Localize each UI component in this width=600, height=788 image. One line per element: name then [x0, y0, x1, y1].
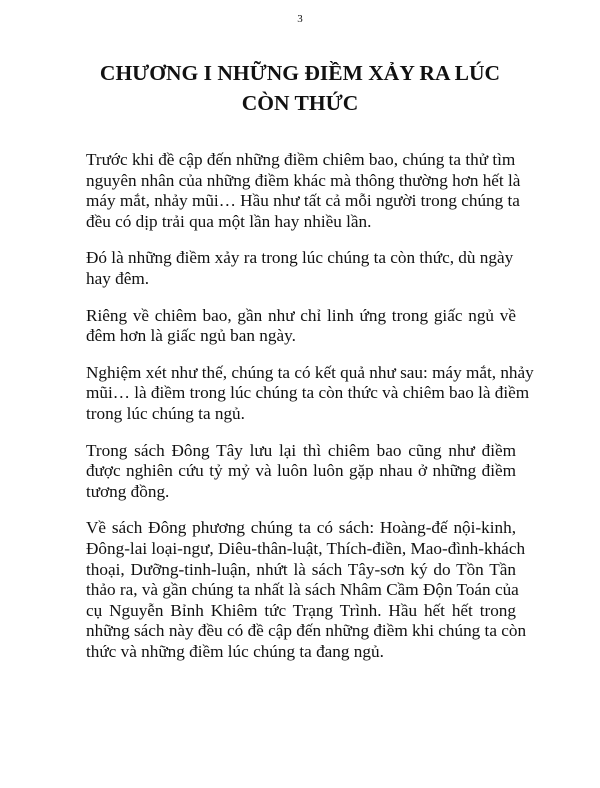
paragraph-line: nguyên nhân của những điềm khác mà thông thường hơn hết là	[86, 170, 521, 190]
paragraph	[86, 362, 534, 425]
paragraph-line: máy mắt, nhảy mũi… Hầu như tất cả mỗi người trong chúng ta	[86, 191, 520, 211]
paragraph	[86, 518, 527, 662]
chapter-title-line: CHƯƠNG I NHỮNG ĐIỀM XẢY RA LÚC	[99, 61, 501, 85]
paragraph	[86, 441, 516, 503]
chapter-title-line: CÒN THỨC	[241, 91, 359, 115]
paragraph-line: Nghiệm xét như thế, chúng ta có kết quả như sau: máy mắt, nhảy	[86, 362, 534, 382]
paragraph-line: đêm hơn là giấc ngủ ban ngày.	[86, 326, 296, 346]
paragraph-line: Đông-lai loại-ngư, Diêu-thân-luật, Thích-điền, Mao-đình-khách	[86, 538, 526, 558]
paragraph-line: tương đồng.	[86, 481, 170, 501]
document-body	[86, 150, 534, 678]
paragraph-line: thảo ra, và gần chúng ta nhất là sách Nhâm Cầm Độn Toán của	[86, 580, 519, 600]
paragraph-line: hay đêm.	[86, 268, 150, 288]
paragraph-line: thoại, Dưỡng-tinh-luận, nhứt là sách Tây-sơn ký do Tồn Tần	[86, 559, 516, 579]
page-number: 3	[297, 13, 303, 25]
paragraph-line: trong lúc chúng ta ngủ.	[86, 403, 245, 423]
paragraph-line: Đó là những điềm xảy ra trong lúc chúng ta còn thức, dù ngày	[86, 248, 514, 268]
paragraph	[86, 248, 516, 289]
paragraph-line: Trước khi đề cập đến những điềm chiêm bao, chúng ta thử tìm	[86, 150, 516, 169]
paragraph	[86, 150, 521, 232]
paragraph-line: Trong sách Đông Tây lưu lại thì chiêm bao cũng như điềm	[86, 440, 516, 460]
paragraph-line: những sách này đều có đề cập đến những điềm khi chúng ta còn	[86, 621, 527, 641]
chapter-title	[60, 58, 540, 118]
paragraph-line: Riêng về chiêm bao, gần như chỉ linh ứng trong giấc ngủ về	[86, 305, 516, 325]
paragraph-line: cụ Nguyễn Bỉnh Khiêm tức Trạng Trình. Hầu hết hết trong	[86, 600, 516, 620]
paragraph	[86, 306, 516, 347]
paragraph-line: được nghiên cứu tỷ mỷ và luôn luôn gặp nhau ở những điềm	[86, 461, 516, 481]
paragraph-line: đều có dịp trải qua một lần hay nhiều lần.	[86, 211, 372, 231]
paragraph-line: Về sách Đông phương chúng ta có sách: Hoàng-đế nội-kinh,	[86, 518, 516, 538]
paragraph-line: thức và những điềm lúc chúng ta đang ngủ.	[86, 641, 384, 661]
paragraph-line: mũi… là điềm trong lúc chúng ta còn thức và chiêm bao là điềm	[86, 383, 530, 403]
